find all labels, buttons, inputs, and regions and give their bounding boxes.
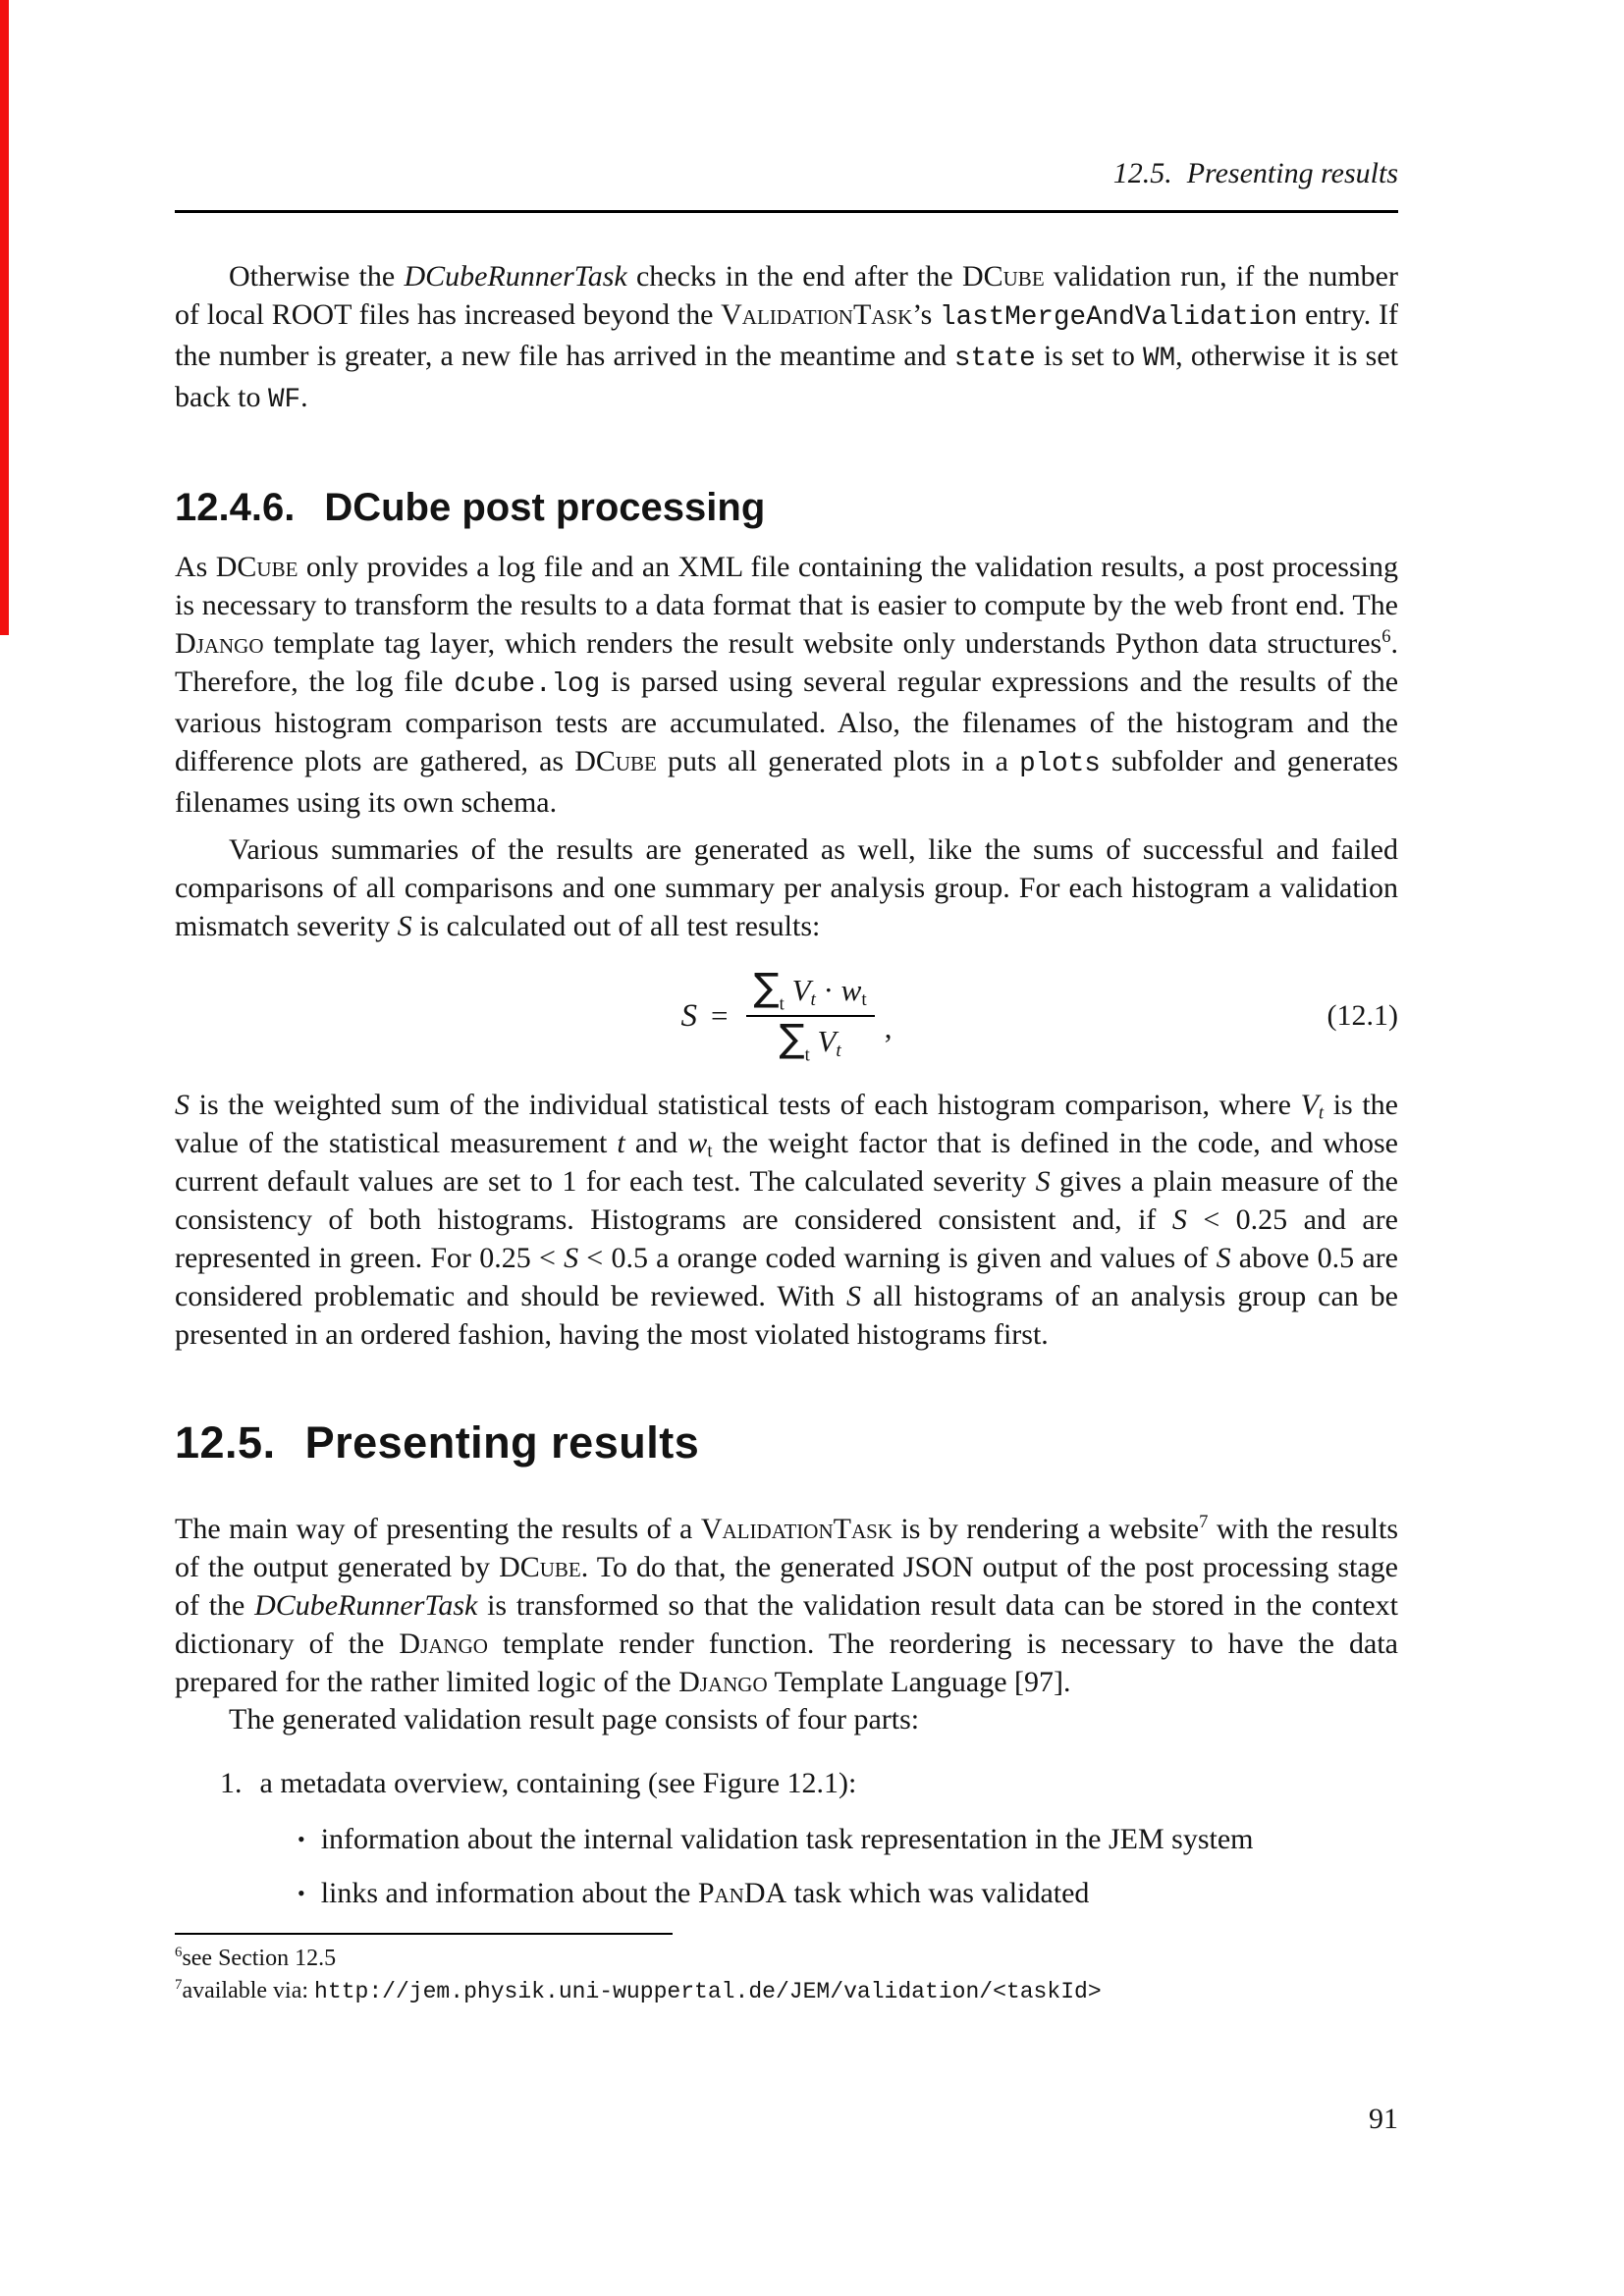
section-heading-12-4-6 [175,485,1398,530]
paragraph-presenting-1: The main way of presenting the results of a ValidationTask is by rendering a website$^7$ with the results of the output generated by DCube. To do that, the generated JSON output of the post processing stage of the DCubeRunnerTask is transformed so that the validation result data can be stored in the context dictionary of the Django template render function. The reordering is necessary to have the data prepared for the rather limited logic of the Django Template Language [97]. [175,1512,1399,1698]
section-heading-12-5 [175,1417,1398,1468]
bullet-icon: • [298,1881,305,1905]
footnote-7: $^7$available via: http://jem.physik.uni-wuppertal.de/JEM/validation/<taskId> [175,1977,1102,2004]
bullet-text: information about the internal validation task representation in the JEM system [320,1823,1254,1855]
bullet-text: links and information about the PanDA task which was validated [320,1877,1090,1909]
fraction-numerator: $\sum_t$ Vt · wt [746,973,875,1017]
paragraph-severity: S is the weighted sum of the individual statistical tests of each histogram comparison, where Vt is the value of the statistical measurement t and wt the weight factor that is defined in the code, and whose current default values are set to 1 for each test. The calculated severity S gives a plain measure of the consistency of both histograms. Histograms are considered consistent and, if S < 0.25 and are represented in green. For 0.25 < S < 0.5 a orange coded warning is given and values of S above 0.5 are considered problematic and should be reviewed. With S all histograms of an analysis group can be presented in an ordered fashion, having the most violated histograms first. [175,1089,1399,1351]
equation-number: (12.1) [1326,999,1398,1032]
list-item-1 [175,1764,1398,1802]
left-edge-marker [0,0,9,635]
equation-12-1 [175,957,1398,1075]
footnote-6: $^6$see Section 12.5 [175,1945,337,1971]
list-item-text: a metadata overview, containing (see Figure 12.1): [259,1767,857,1799]
bullet-item-panda-links [175,1874,1398,1912]
header-rule [175,210,1398,213]
page-number: 91 [1369,2103,1398,2135]
equation-comma: , [884,1010,893,1044]
equation-lhs: S [680,997,698,1034]
section-title: DCube post processing [324,486,766,529]
paragraph-postprocessing-1: As DCube only provides a log file and an XML file containing the validation results, a post processing is necessary to transform the results to a data format that is easier to compute by the web front end. The Django template tag layer, which renders the result website only understands Python data structures$^6$. Therefore, the log file dcube.log is parsed using several regular expressions and the results of the various histogram comparison tests are accumulated. Also, the filenames of the histogram and the difference plots are gathered, as DCube puts all generated plots in a plots subfolder and generates filenames using its own schema. [175,551,1399,819]
running-head: 12.5. Presenting results [1112,157,1398,189]
equation-equals: = [711,998,729,1033]
footnote-rule [175,1933,673,1935]
paragraph-postprocessing-2: Various summaries of the results are generated as well, like the sums of successful and failed comparisons of all comparisons and one summary per analysis group. For each histogram a validation mismatch severity S is calculated out of all test results: [175,833,1398,942]
fraction-denominator: $\sum_t$ Vt [779,1017,841,1066]
equation-body [680,966,893,1066]
bullet-icon: • [298,1827,305,1851]
paragraph-presenting-2: The generated validation result page consists of four parts: [229,1703,920,1735]
section-title: Presenting results [304,1417,700,1468]
bullet-item-jem-info [175,1820,1398,1858]
paragraph-intro: Otherwise the DCubeRunnerTask checks in the end after the DCube validation run, if the number of local ROOT files has increased beyond the ValidationTask’s lastMergeAndValidation entry. If the number is greater, a new file has arrived in the meantime and state is set to WM, otherwise it is set back to WF. [175,260,1398,415]
list-item-number: 1. [220,1767,243,1799]
equation-fraction [746,966,875,1066]
section-number: 12.5. [175,1417,276,1468]
section-number: 12.4.6. [175,486,296,529]
